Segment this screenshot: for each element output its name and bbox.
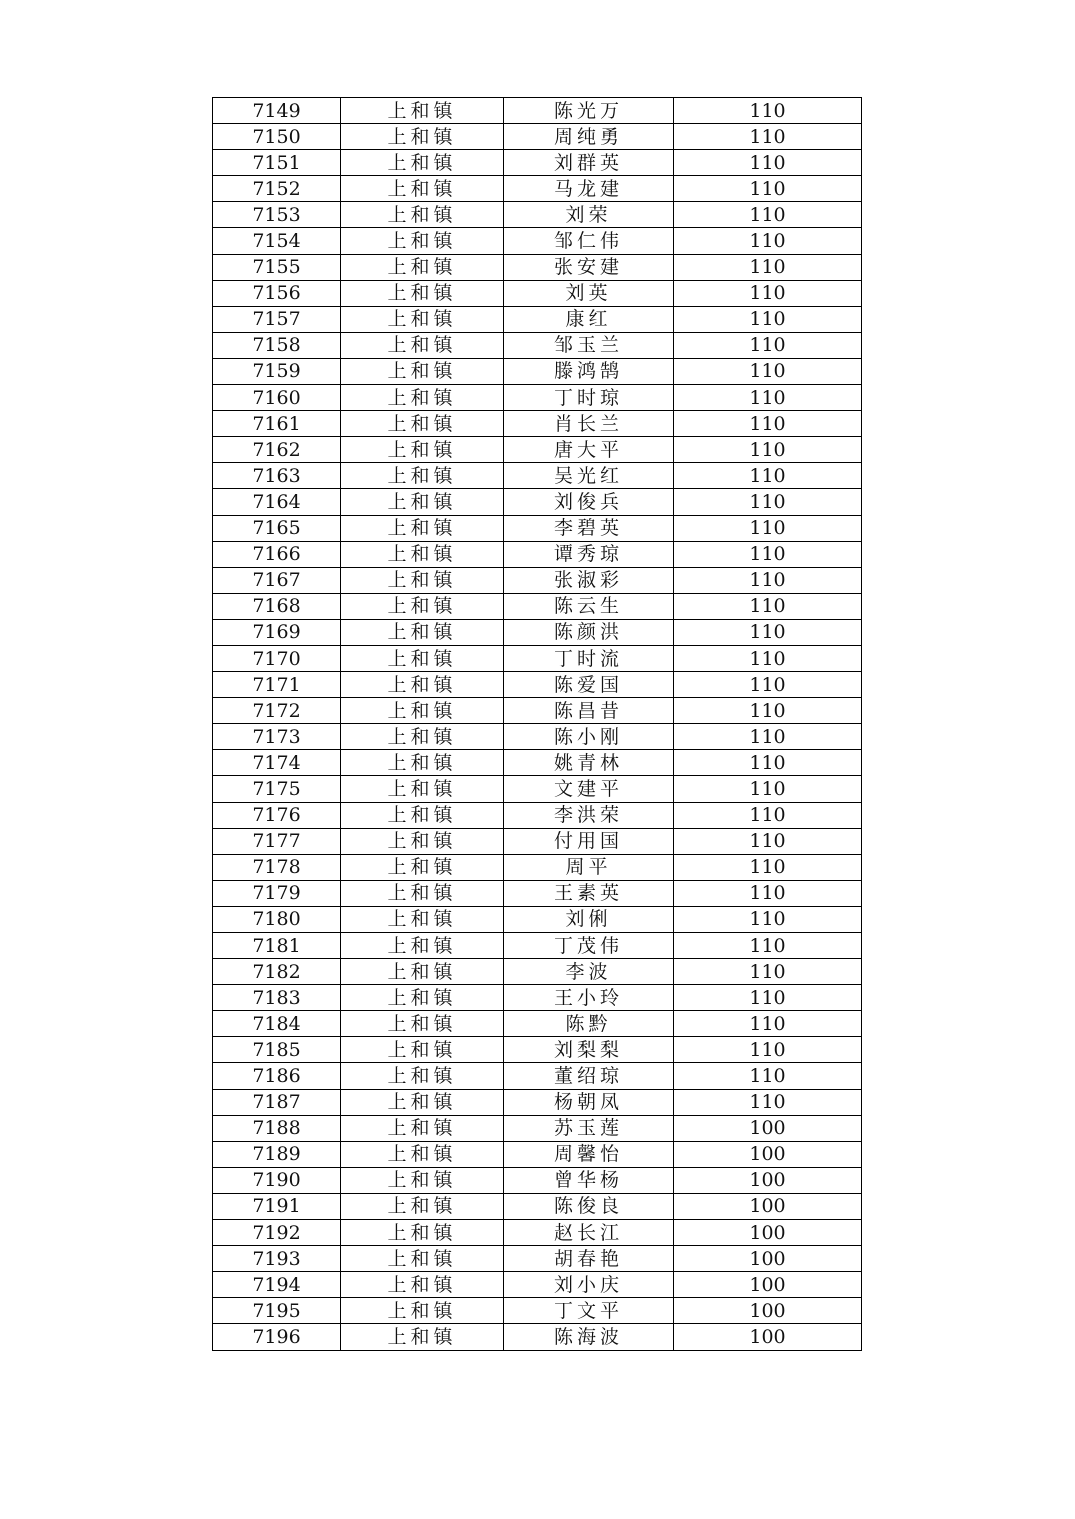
amount-cell: 100 xyxy=(674,1115,862,1141)
town-cell: 上和镇 xyxy=(341,437,504,463)
table-row xyxy=(213,1037,862,1063)
person-name-cell: 周馨怡 xyxy=(504,1141,674,1167)
row-number-cell: 7160 xyxy=(213,385,341,411)
amount-cell: 110 xyxy=(674,880,862,906)
table-row xyxy=(213,880,862,906)
amount-cell: 110 xyxy=(674,541,862,567)
row-number-cell: 7188 xyxy=(213,1115,341,1141)
table-row xyxy=(213,1324,862,1350)
person-name-cell: 陈昌昔 xyxy=(504,698,674,724)
amount-cell: 110 xyxy=(674,1011,862,1037)
town-cell: 上和镇 xyxy=(341,541,504,567)
town-cell: 上和镇 xyxy=(341,228,504,254)
amount-cell: 110 xyxy=(674,1089,862,1115)
person-name-cell: 付用国 xyxy=(504,828,674,854)
town-cell: 上和镇 xyxy=(341,1063,504,1089)
table-row xyxy=(213,854,862,880)
person-name-cell: 滕鸿鹄 xyxy=(504,358,674,384)
town-cell: 上和镇 xyxy=(341,1089,504,1115)
person-name-cell: 邹玉兰 xyxy=(504,332,674,358)
row-number-cell: 7192 xyxy=(213,1220,341,1246)
amount-cell: 100 xyxy=(674,1193,862,1219)
row-number-cell: 7154 xyxy=(213,228,341,254)
table-row xyxy=(213,724,862,750)
town-cell: 上和镇 xyxy=(341,750,504,776)
row-number-cell: 7179 xyxy=(213,880,341,906)
amount-cell: 110 xyxy=(674,750,862,776)
amount-cell: 110 xyxy=(674,385,862,411)
person-name-cell: 周纯勇 xyxy=(504,124,674,150)
row-number-cell: 7164 xyxy=(213,489,341,515)
town-cell: 上和镇 xyxy=(341,1324,504,1350)
row-number-cell: 7180 xyxy=(213,906,341,932)
town-cell: 上和镇 xyxy=(341,1193,504,1219)
table-row xyxy=(213,411,862,437)
town-cell: 上和镇 xyxy=(341,567,504,593)
row-number-cell: 7183 xyxy=(213,985,341,1011)
amount-cell: 110 xyxy=(674,645,862,671)
row-number-cell: 7176 xyxy=(213,802,341,828)
row-number-cell: 7177 xyxy=(213,828,341,854)
row-number-cell: 7191 xyxy=(213,1193,341,1219)
table-row xyxy=(213,280,862,306)
table-row xyxy=(213,228,862,254)
person-name-cell: 赵长江 xyxy=(504,1220,674,1246)
town-cell: 上和镇 xyxy=(341,933,504,959)
person-name-cell: 刘俐 xyxy=(504,906,674,932)
row-number-cell: 7157 xyxy=(213,306,341,332)
town-cell: 上和镇 xyxy=(341,854,504,880)
town-cell: 上和镇 xyxy=(341,593,504,619)
amount-cell: 110 xyxy=(674,515,862,541)
row-number-cell: 7155 xyxy=(213,254,341,280)
town-cell: 上和镇 xyxy=(341,1298,504,1324)
row-number-cell: 7170 xyxy=(213,645,341,671)
table-row xyxy=(213,358,862,384)
town-cell: 上和镇 xyxy=(341,411,504,437)
table-row xyxy=(213,959,862,985)
row-number-cell: 7193 xyxy=(213,1246,341,1272)
table-row xyxy=(213,98,862,124)
town-cell: 上和镇 xyxy=(341,1037,504,1063)
table-row xyxy=(213,1141,862,1167)
amount-cell: 100 xyxy=(674,1246,862,1272)
table-row xyxy=(213,1193,862,1219)
person-name-cell: 王素英 xyxy=(504,880,674,906)
table-row xyxy=(213,1089,862,1115)
town-cell: 上和镇 xyxy=(341,254,504,280)
town-cell: 上和镇 xyxy=(341,202,504,228)
table-row xyxy=(213,645,862,671)
person-name-cell: 刘小庆 xyxy=(504,1272,674,1298)
amount-cell: 110 xyxy=(674,672,862,698)
amount-cell: 110 xyxy=(674,280,862,306)
town-cell: 上和镇 xyxy=(341,1167,504,1193)
table-row xyxy=(213,1246,862,1272)
town-cell: 上和镇 xyxy=(341,385,504,411)
table-row xyxy=(213,1298,862,1324)
row-number-cell: 7196 xyxy=(213,1324,341,1350)
row-number-cell: 7158 xyxy=(213,332,341,358)
town-cell: 上和镇 xyxy=(341,698,504,724)
town-cell: 上和镇 xyxy=(341,306,504,332)
person-name-cell: 丁文平 xyxy=(504,1298,674,1324)
person-name-cell: 陈云生 xyxy=(504,593,674,619)
row-number-cell: 7167 xyxy=(213,567,341,593)
town-cell: 上和镇 xyxy=(341,906,504,932)
row-number-cell: 7185 xyxy=(213,1037,341,1063)
amount-cell: 100 xyxy=(674,1220,862,1246)
town-cell: 上和镇 xyxy=(341,1115,504,1141)
person-name-cell: 马龙建 xyxy=(504,176,674,202)
town-cell: 上和镇 xyxy=(341,358,504,384)
town-cell: 上和镇 xyxy=(341,1220,504,1246)
table-row xyxy=(213,254,862,280)
amount-cell: 110 xyxy=(674,933,862,959)
amount-cell: 110 xyxy=(674,854,862,880)
person-name-cell: 陈黔 xyxy=(504,1011,674,1037)
row-number-cell: 7189 xyxy=(213,1141,341,1167)
town-cell: 上和镇 xyxy=(341,985,504,1011)
town-cell: 上和镇 xyxy=(341,124,504,150)
amount-cell: 110 xyxy=(674,802,862,828)
person-name-cell: 陈光万 xyxy=(504,98,674,124)
amount-cell: 110 xyxy=(674,254,862,280)
row-number-cell: 7169 xyxy=(213,619,341,645)
town-cell: 上和镇 xyxy=(341,724,504,750)
person-name-cell: 刘群英 xyxy=(504,150,674,176)
table-row xyxy=(213,385,862,411)
table-row xyxy=(213,202,862,228)
row-number-cell: 7173 xyxy=(213,724,341,750)
town-cell: 上和镇 xyxy=(341,828,504,854)
person-name-cell: 丁茂伟 xyxy=(504,933,674,959)
row-number-cell: 7190 xyxy=(213,1167,341,1193)
person-name-cell: 陈爱国 xyxy=(504,672,674,698)
amount-cell: 110 xyxy=(674,150,862,176)
table-row xyxy=(213,124,862,150)
table-row xyxy=(213,567,862,593)
person-name-cell: 张安建 xyxy=(504,254,674,280)
town-cell: 上和镇 xyxy=(341,645,504,671)
table-row xyxy=(213,750,862,776)
row-number-cell: 7162 xyxy=(213,437,341,463)
table-row xyxy=(213,1115,862,1141)
row-number-cell: 7175 xyxy=(213,776,341,802)
town-cell: 上和镇 xyxy=(341,280,504,306)
amount-cell: 110 xyxy=(674,567,862,593)
amount-cell: 110 xyxy=(674,1037,862,1063)
person-name-cell: 刘荣 xyxy=(504,202,674,228)
town-cell: 上和镇 xyxy=(341,1272,504,1298)
amount-cell: 110 xyxy=(674,124,862,150)
table-row xyxy=(213,463,862,489)
row-number-cell: 7159 xyxy=(213,358,341,384)
person-name-cell: 刘梨梨 xyxy=(504,1037,674,1063)
amount-cell: 110 xyxy=(674,698,862,724)
amount-cell: 110 xyxy=(674,985,862,1011)
table-row xyxy=(213,515,862,541)
table-row xyxy=(213,1272,862,1298)
person-name-cell: 王小玲 xyxy=(504,985,674,1011)
town-cell: 上和镇 xyxy=(341,98,504,124)
amount-cell: 110 xyxy=(674,776,862,802)
row-number-cell: 7174 xyxy=(213,750,341,776)
table-row xyxy=(213,1220,862,1246)
person-name-cell: 丁时流 xyxy=(504,645,674,671)
row-number-cell: 7161 xyxy=(213,411,341,437)
table-row xyxy=(213,332,862,358)
person-name-cell: 丁时琼 xyxy=(504,385,674,411)
amount-cell: 100 xyxy=(674,1167,862,1193)
person-name-cell: 周平 xyxy=(504,854,674,880)
person-name-cell: 文建平 xyxy=(504,776,674,802)
roster-table xyxy=(212,97,862,1351)
table-row xyxy=(213,776,862,802)
amount-cell: 100 xyxy=(674,1141,862,1167)
table-row xyxy=(213,1167,862,1193)
person-name-cell: 邹仁伟 xyxy=(504,228,674,254)
person-name-cell: 谭秀琼 xyxy=(504,541,674,567)
row-number-cell: 7152 xyxy=(213,176,341,202)
table-row xyxy=(213,150,862,176)
row-number-cell: 7165 xyxy=(213,515,341,541)
row-number-cell: 7178 xyxy=(213,854,341,880)
table-row xyxy=(213,1011,862,1037)
table-row xyxy=(213,828,862,854)
table-row xyxy=(213,672,862,698)
table-row xyxy=(213,802,862,828)
town-cell: 上和镇 xyxy=(341,619,504,645)
person-name-cell: 姚青林 xyxy=(504,750,674,776)
row-number-cell: 7156 xyxy=(213,280,341,306)
table-row xyxy=(213,437,862,463)
town-cell: 上和镇 xyxy=(341,332,504,358)
person-name-cell: 李洪荣 xyxy=(504,802,674,828)
amount-cell: 110 xyxy=(674,202,862,228)
roster-table-body xyxy=(213,98,862,1351)
amount-cell: 110 xyxy=(674,593,862,619)
table-row xyxy=(213,619,862,645)
town-cell: 上和镇 xyxy=(341,489,504,515)
table-row xyxy=(213,933,862,959)
row-number-cell: 7163 xyxy=(213,463,341,489)
table-row xyxy=(213,906,862,932)
amount-cell: 110 xyxy=(674,306,862,332)
amount-cell: 110 xyxy=(674,959,862,985)
row-number-cell: 7153 xyxy=(213,202,341,228)
person-name-cell: 陈海波 xyxy=(504,1324,674,1350)
amount-cell: 110 xyxy=(674,228,862,254)
person-name-cell: 苏玉莲 xyxy=(504,1115,674,1141)
town-cell: 上和镇 xyxy=(341,776,504,802)
table-row xyxy=(213,176,862,202)
table-row xyxy=(213,1063,862,1089)
row-number-cell: 7168 xyxy=(213,593,341,619)
town-cell: 上和镇 xyxy=(341,959,504,985)
amount-cell: 100 xyxy=(674,1298,862,1324)
town-cell: 上和镇 xyxy=(341,802,504,828)
town-cell: 上和镇 xyxy=(341,150,504,176)
town-cell: 上和镇 xyxy=(341,1246,504,1272)
amount-cell: 110 xyxy=(674,98,862,124)
amount-cell: 100 xyxy=(674,1272,862,1298)
row-number-cell: 7184 xyxy=(213,1011,341,1037)
person-name-cell: 吴光红 xyxy=(504,463,674,489)
town-cell: 上和镇 xyxy=(341,515,504,541)
table-row xyxy=(213,541,862,567)
amount-cell: 110 xyxy=(674,411,862,437)
amount-cell: 110 xyxy=(674,176,862,202)
amount-cell: 110 xyxy=(674,619,862,645)
person-name-cell: 唐大平 xyxy=(504,437,674,463)
amount-cell: 110 xyxy=(674,489,862,515)
row-number-cell: 7171 xyxy=(213,672,341,698)
town-cell: 上和镇 xyxy=(341,1011,504,1037)
amount-cell: 110 xyxy=(674,332,862,358)
town-cell: 上和镇 xyxy=(341,880,504,906)
person-name-cell: 陈颜洪 xyxy=(504,619,674,645)
amount-cell: 110 xyxy=(674,828,862,854)
table-row xyxy=(213,489,862,515)
town-cell: 上和镇 xyxy=(341,1141,504,1167)
row-number-cell: 7172 xyxy=(213,698,341,724)
amount-cell: 110 xyxy=(674,437,862,463)
person-name-cell: 康红 xyxy=(504,306,674,332)
person-name-cell: 张淑彩 xyxy=(504,567,674,593)
person-name-cell: 刘英 xyxy=(504,280,674,306)
row-number-cell: 7150 xyxy=(213,124,341,150)
person-name-cell: 胡春艳 xyxy=(504,1246,674,1272)
town-cell: 上和镇 xyxy=(341,463,504,489)
town-cell: 上和镇 xyxy=(341,176,504,202)
table-row xyxy=(213,306,862,332)
amount-cell: 110 xyxy=(674,906,862,932)
amount-cell: 110 xyxy=(674,724,862,750)
amount-cell: 110 xyxy=(674,358,862,384)
amount-cell: 100 xyxy=(674,1324,862,1350)
person-name-cell: 肖长兰 xyxy=(504,411,674,437)
amount-cell: 110 xyxy=(674,1063,862,1089)
person-name-cell: 陈俊良 xyxy=(504,1193,674,1219)
row-number-cell: 7149 xyxy=(213,98,341,124)
person-name-cell: 刘俊兵 xyxy=(504,489,674,515)
amount-cell: 110 xyxy=(674,463,862,489)
person-name-cell: 杨朝凤 xyxy=(504,1089,674,1115)
person-name-cell: 李碧英 xyxy=(504,515,674,541)
table-row xyxy=(213,593,862,619)
row-number-cell: 7186 xyxy=(213,1063,341,1089)
row-number-cell: 7181 xyxy=(213,933,341,959)
row-number-cell: 7166 xyxy=(213,541,341,567)
person-name-cell: 董绍琼 xyxy=(504,1063,674,1089)
table-row xyxy=(213,698,862,724)
table-row xyxy=(213,985,862,1011)
row-number-cell: 7151 xyxy=(213,150,341,176)
person-name-cell: 曾华杨 xyxy=(504,1167,674,1193)
row-number-cell: 7187 xyxy=(213,1089,341,1115)
person-name-cell: 李波 xyxy=(504,959,674,985)
row-number-cell: 7195 xyxy=(213,1298,341,1324)
person-name-cell: 陈小刚 xyxy=(504,724,674,750)
town-cell: 上和镇 xyxy=(341,672,504,698)
row-number-cell: 7194 xyxy=(213,1272,341,1298)
row-number-cell: 7182 xyxy=(213,959,341,985)
